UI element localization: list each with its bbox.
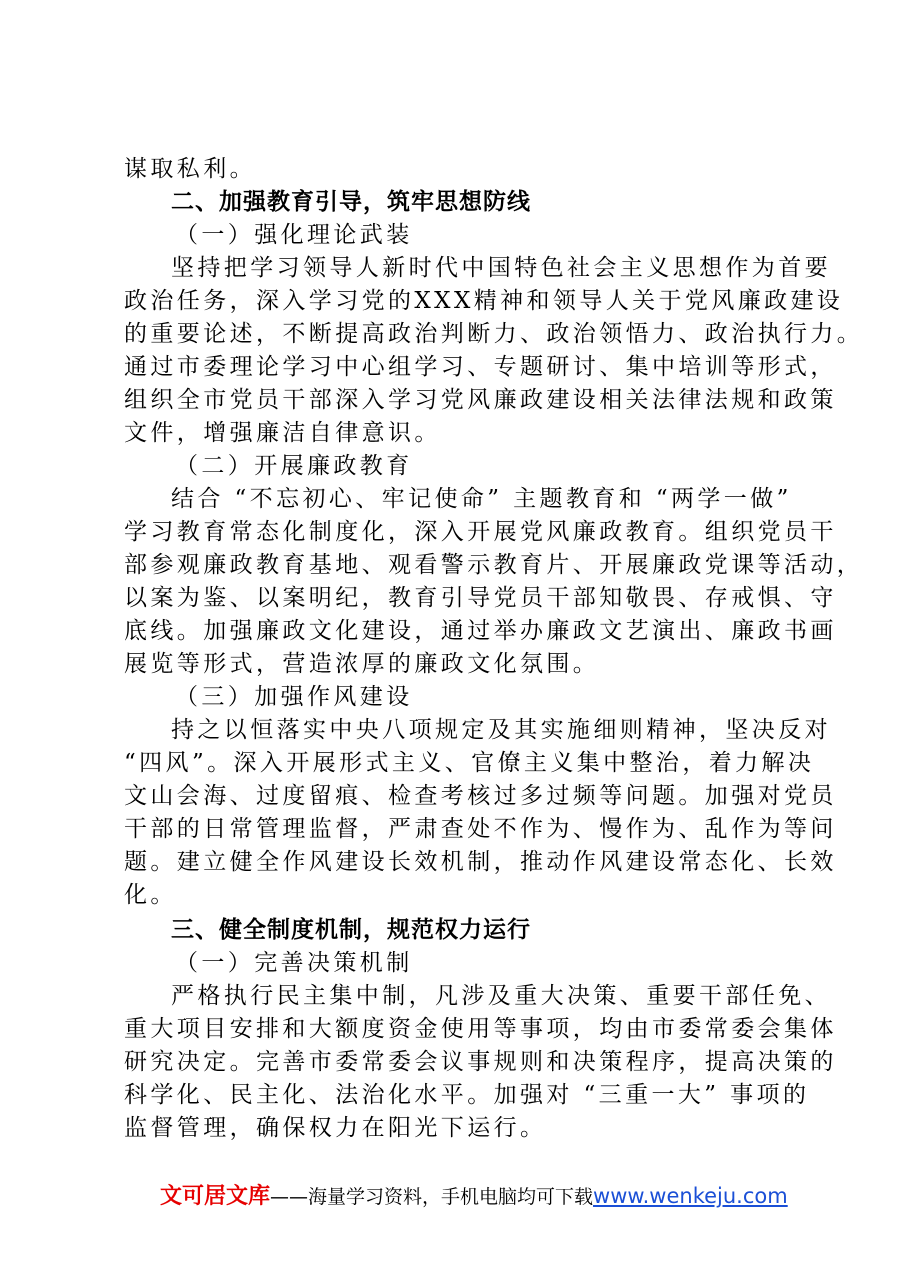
subsection-heading: （一）强化理论武装	[175, 222, 413, 248]
paragraph-line: 文件，增强廉洁自律意识。	[124, 420, 441, 446]
section-heading-2: 二、加强教育引导，筑牢思想防线	[171, 189, 531, 215]
paragraph-line: “四风”。深入开展形式主义、官僚主义集中整治，着力解决	[124, 750, 815, 776]
paragraph-line: 文山会海、过度留痕、检查考核过多过频等问题。加强对党员	[124, 783, 837, 809]
paragraph-line: 持之以恒落实中央八项规定及其实施细则精神，坚决反对	[171, 717, 831, 743]
footer-tagline: ——海量学习资料，手机电脑均可下载	[270, 1186, 594, 1208]
paragraph-line: 学习教育常态化制度化，深入开展党风廉政教育。组织党员干	[124, 519, 837, 545]
paragraph-line: 重大项目安排和大额度资金使用等事项，均由市委常委会集体	[124, 1016, 837, 1042]
paragraph-line: 政治任务，深入学习党的XXX精神和领导人关于党风廉政建设	[124, 288, 844, 314]
paragraph-line: 谋取私利。	[124, 156, 256, 182]
paragraph-line: 以案为鉴、以案明纪，教育引导党员干部知敬畏、存戒惧、守	[124, 585, 837, 611]
subsection-heading: （一）完善决策机制	[175, 950, 413, 976]
paragraph-line: 题。建立健全作风建设长效机制，推动作风建设常态化、长效	[124, 849, 837, 875]
paragraph-line: 研究决定。完善市委常委会议事规则和决策程序，提高决策的	[124, 1049, 837, 1075]
paragraph-line: 底线。加强廉政文化建设，通过举办廉政文艺演出、廉政书画	[124, 618, 837, 644]
paragraph-line: 监督管理，确保权力在阳光下运行。	[124, 1115, 547, 1141]
paragraph-line: 化。	[124, 882, 177, 908]
paragraph-line: 通过市委理论学习中心组学习、专题研讨、集中培训等形式，	[124, 354, 837, 380]
paragraph-line: 的重要论述，不断提高政治判断力、政治领悟力、政治执行力。	[124, 321, 864, 347]
paragraph-line: 结合 “不忘初心、牢记使命” 主题教育和 “两学一做”	[171, 486, 792, 512]
subsection-heading: （二）开展廉政教育	[175, 453, 413, 479]
footer-link[interactable]: www.wenkeju.com	[593, 1184, 788, 1208]
footer-brand: 文可居文库	[160, 1184, 271, 1209]
paragraph-line: 部参观廉政教育基地、观看警示教育片、开展廉政党课等活动，	[124, 552, 864, 578]
paragraph-line: 展览等形式，营造浓厚的廉政文化氛围。	[124, 651, 600, 677]
footer-banner	[160, 1182, 788, 1211]
paragraph-line: 坚持把学习领导人新时代中国特色社会主义思想作为首要	[171, 255, 831, 281]
paragraph-line: 科学化、民主化、法治化水平。加强对 “三重一大” 事项的	[124, 1082, 810, 1108]
paragraph-line: 组织全市党员干部深入学习党风廉政建设相关法律法规和政策	[124, 387, 837, 413]
paragraph-line: 严格执行民主集中制，凡涉及重大决策、重要干部任免、	[171, 983, 831, 1009]
subsection-heading: （三）加强作风建设	[175, 684, 413, 710]
section-heading-3: 三、健全制度机制，规范权力运行	[171, 917, 531, 943]
paragraph-line: 干部的日常管理监督，严肃查处不作为、慢作为、乱作为等问	[124, 816, 837, 842]
